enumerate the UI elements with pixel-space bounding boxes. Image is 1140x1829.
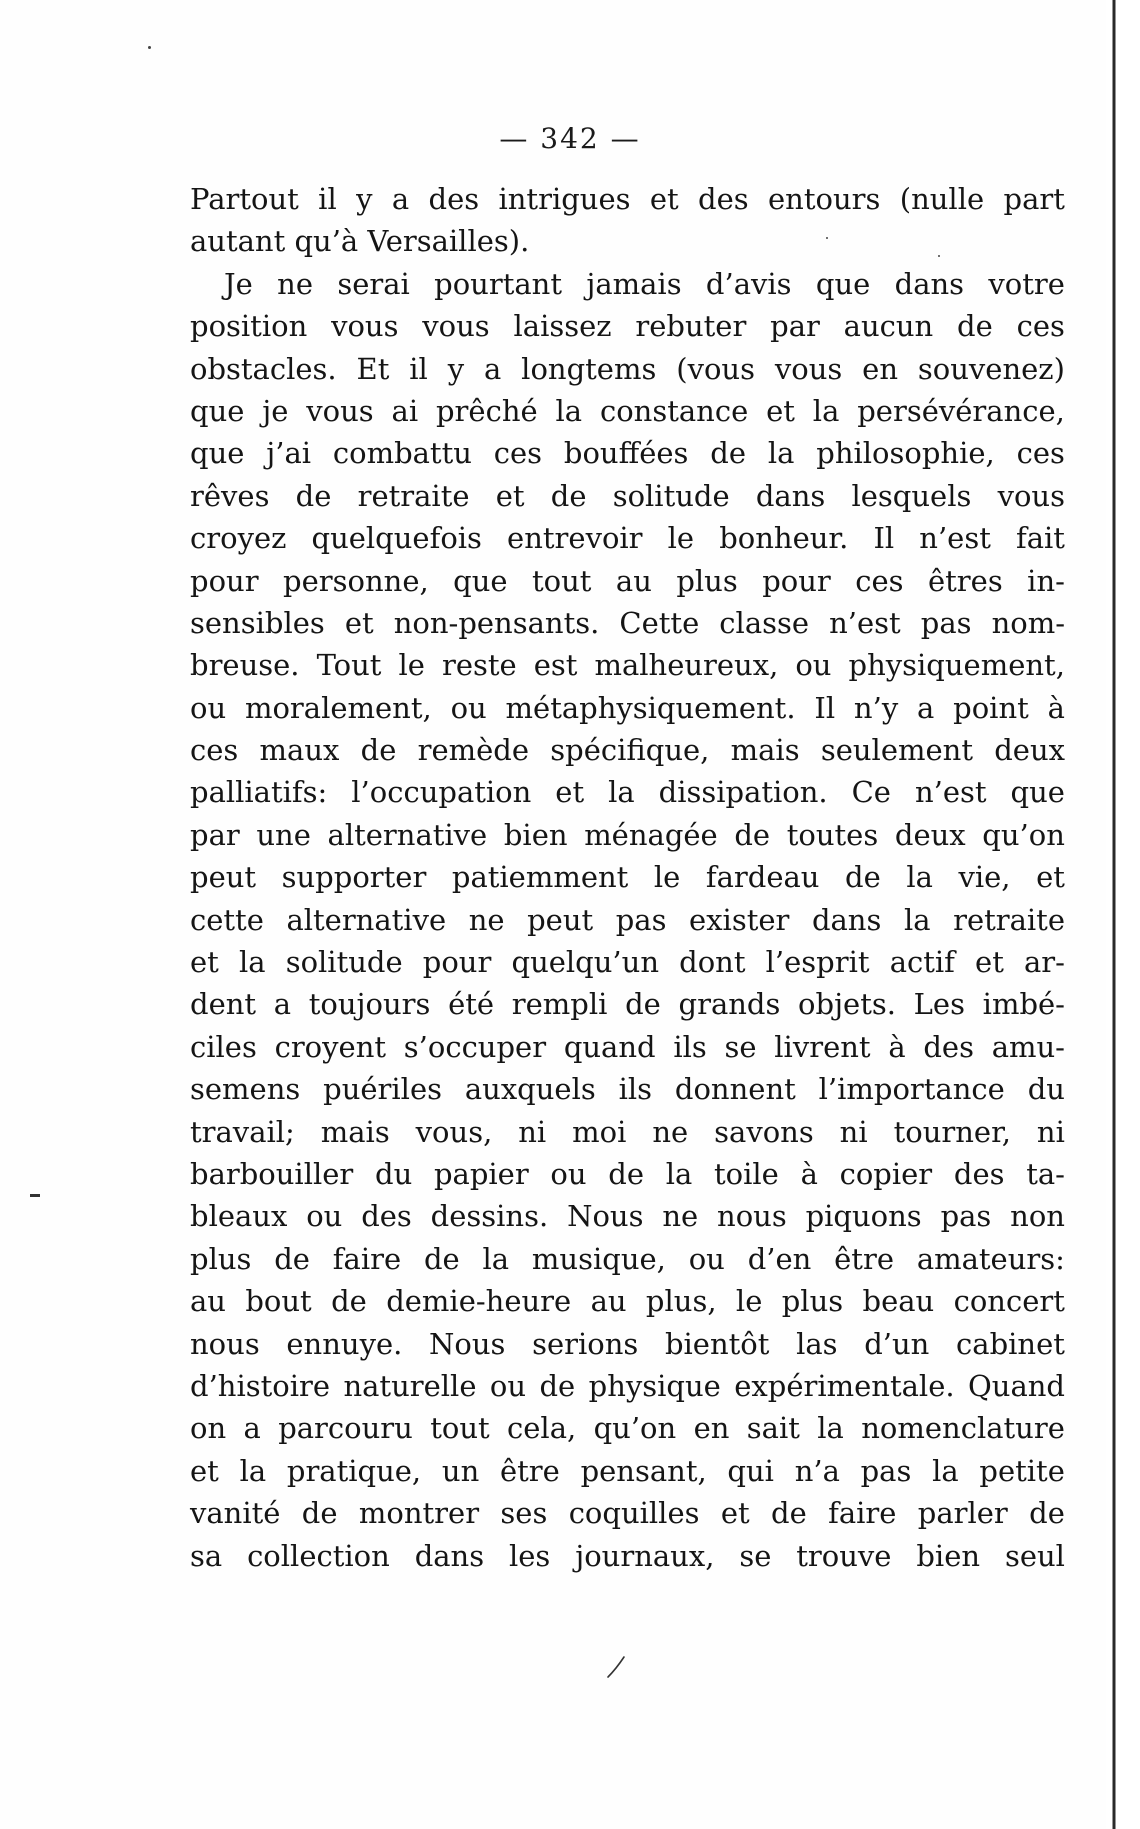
body-text (190, 178, 1065, 1577)
text-line: vanité de montrer ses coquilles et de faire parler de (190, 1496, 1065, 1531)
text-line: obstacles. Et il y a longtems (vous vous en souvenez) (190, 351, 1065, 386)
text-line: rêves de retraite et de solitude dans lesquels vous (190, 478, 1065, 513)
text-line: Je ne serai pourtant jamais d’avis que dans votre (224, 266, 1065, 301)
text-line: semens puériles auxquels ils donnent l’importance du (190, 1072, 1065, 1107)
text-line: que j’ai combattu ces bouffées de la philosophie, ces (190, 436, 1065, 471)
margin-mark (30, 1194, 40, 1197)
text-line: Partout il y a des intrigues et des entours (nulle part (190, 182, 1065, 216)
text-line: bleaux ou des dessins. Nous ne nous piquons pas non (190, 1199, 1065, 1234)
text-line: dent a toujours été rempli de grands objets. Les imbé- (190, 987, 1065, 1022)
text-line: autant qu’à Versailles). (190, 224, 530, 259)
ink-speck (938, 255, 940, 257)
text-line: travail; mais vous, ni moi ne savons ni tourner, ni (190, 1114, 1065, 1149)
pen-stroke-mark (604, 1655, 628, 1681)
text-line: d’histoire naturelle ou de physique expérimentale. Quand (190, 1368, 1065, 1403)
text-line: ciles croyent s’occuper quand ils se livrent à des amu- (190, 1029, 1065, 1064)
text-line: sensibles et non-pensants. Cette classe n’est pas nom- (190, 605, 1065, 640)
text-line: au bout de demie-heure au plus, le plus beau concert (190, 1284, 1065, 1319)
text-line: sa collection dans les journaux, se trouve bien seul (190, 1538, 1065, 1573)
text-line: nous ennuye. Nous serions bientôt las d’un cabinet (190, 1326, 1065, 1361)
text-line: pour personne, que tout au plus pour ces êtres in- (190, 563, 1065, 598)
text-line: cette alternative ne peut pas exister dans la retraite (190, 902, 1065, 937)
text-line: palliatifs: l’occupation et la dissipation. Ce n’est que (190, 775, 1065, 810)
text-line: ces maux de remède spécifique, mais seulement deux (190, 733, 1065, 768)
page-number: — 342 — (499, 122, 641, 155)
text-line: position vous vous laissez rebuter par aucun de ces (190, 309, 1065, 344)
text-line: plus de faire de la musique, ou d’en être amateurs: (190, 1241, 1065, 1276)
binding-edge (1106, 0, 1140, 1829)
text-line: barbouiller du papier ou de la toile à copier des ta- (190, 1156, 1065, 1191)
text-line: ou moralement, ou métaphysiquement. Il n’y a point à (190, 690, 1065, 725)
text-line: breuse. Tout le reste est malheureux, ou physiquement, (190, 648, 1065, 683)
text-line: croyez quelquefois entrevoir le bonheur. Il n’est fait (190, 521, 1065, 556)
text-line: que je vous ai prêché la constance et la persévérance, (190, 393, 1065, 428)
ink-speck (826, 237, 828, 239)
text-line: peut supporter patiemment le fardeau de la vie, et (190, 860, 1065, 895)
text-line: par une alternative bien ménagée de toutes deux qu’on (190, 817, 1065, 852)
ink-speck (148, 46, 151, 49)
text-line: et la solitude pour quelqu’un dont l’esprit actif et ar- (190, 945, 1065, 980)
text-line: on a parcouru tout cela, qu’on en sait la nomenclature (190, 1411, 1065, 1446)
text-line: et la pratique, un être pensant, qui n’a pas la petite (190, 1453, 1065, 1488)
